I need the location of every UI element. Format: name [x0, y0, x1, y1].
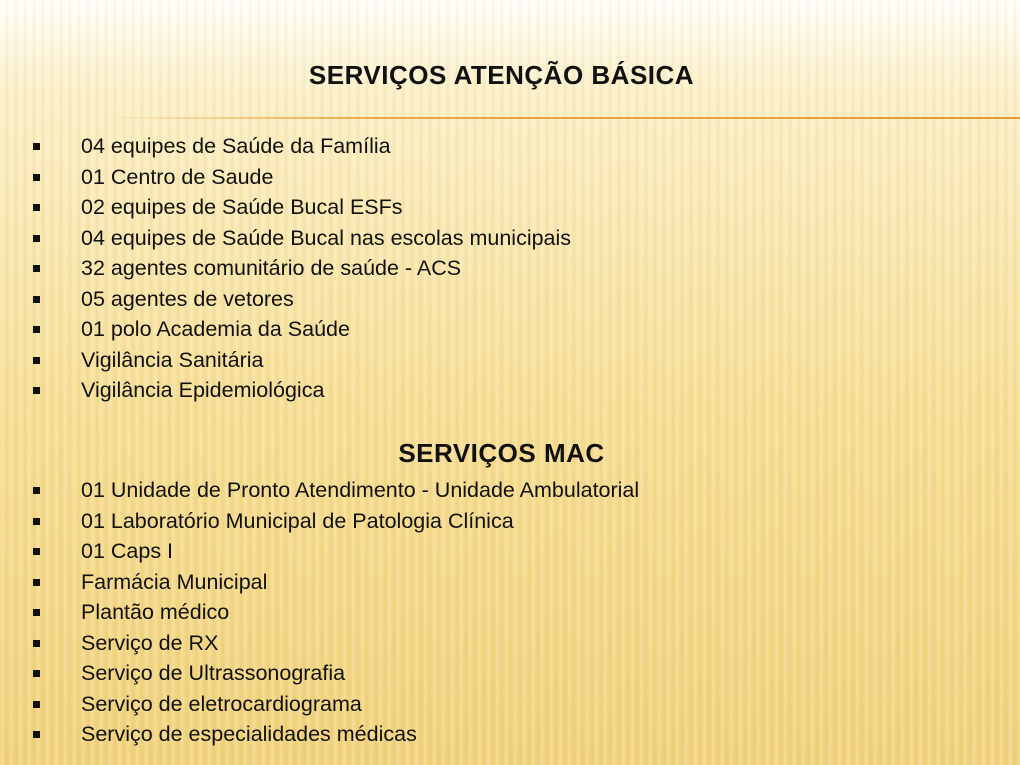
list-item — [0, 192, 571, 223]
list-item-label: 04 equipes de Saúde da Família — [81, 134, 391, 158]
list-item-label: Serviço de Ultrassonografia — [81, 661, 346, 685]
list-item — [0, 223, 571, 254]
list-item-label: Plantão médico — [81, 600, 230, 624]
list-item — [0, 506, 639, 537]
square-bullet-icon — [33, 670, 40, 677]
square-bullet-icon — [33, 265, 40, 272]
list-item — [0, 284, 571, 315]
square-bullet-icon — [33, 487, 40, 494]
list-item — [0, 628, 639, 659]
list-item — [0, 345, 571, 376]
list-item-label: Serviço de RX — [81, 630, 219, 655]
square-bullet-icon — [33, 357, 40, 364]
square-bullet-icon — [33, 326, 40, 333]
square-bullet-icon — [33, 143, 40, 150]
list-item — [0, 597, 639, 628]
title-divider — [100, 117, 1020, 119]
list-item-label: Serviço de eletrocardiograma — [81, 691, 362, 716]
list-item — [0, 375, 571, 406]
list-item-label: 01 Centro de Saude — [81, 164, 274, 189]
list-item-label: 01 Laboratório Municipal de Patologia Clínica — [81, 508, 514, 533]
list-item-label: Farmácia Municipal — [81, 569, 268, 594]
list-item — [0, 162, 571, 193]
list-item-label: Vigilância Sanitária — [81, 347, 264, 372]
list-item-label: 02 equipes de Saúde Bucal ESFs — [81, 195, 403, 219]
square-bullet-icon — [33, 640, 40, 647]
list-item — [0, 658, 639, 689]
list-item-label: 01 polo Academia da Saúde — [81, 317, 350, 341]
list-item — [0, 253, 571, 284]
list-item-label: 04 equipes de Saúde Bucal nas escolas municipais — [81, 225, 572, 250]
basic-services-list — [0, 131, 571, 406]
list-item — [0, 536, 639, 567]
slide-title: SERVIÇOS ATENÇÃO BÁSICA — [308, 60, 695, 90]
square-bullet-icon — [33, 387, 40, 394]
square-bullet-icon — [33, 579, 40, 586]
square-bullet-icon — [33, 548, 40, 555]
square-bullet-icon — [33, 701, 40, 708]
list-item — [0, 475, 639, 506]
square-bullet-icon — [33, 609, 40, 616]
square-bullet-icon — [33, 731, 40, 738]
list-item-label: Serviço de especialidades médicas — [81, 722, 417, 746]
list-item — [0, 689, 639, 720]
list-item-label: 01 Unidade de Pronto Atendimento - Unidade Ambulatorial — [81, 478, 640, 502]
square-bullet-icon — [33, 296, 40, 303]
square-bullet-icon — [33, 204, 40, 211]
list-item-label: 05 agentes de vetores — [81, 286, 294, 311]
list-item — [0, 314, 571, 345]
list-item-label: Vigilância Epidemiológica — [81, 378, 325, 402]
mac-section-title: SERVIÇOS MAC — [398, 438, 605, 468]
list-item-label: 32 agentes comunitário de saúde - ACS — [81, 256, 462, 280]
list-item — [0, 567, 639, 598]
list-item — [0, 719, 639, 750]
mac-services-list — [0, 475, 639, 750]
square-bullet-icon — [33, 518, 40, 525]
square-bullet-icon — [33, 174, 40, 181]
square-bullet-icon — [33, 235, 40, 242]
list-item — [0, 131, 571, 162]
list-item-label: 01 Caps I — [81, 539, 174, 563]
